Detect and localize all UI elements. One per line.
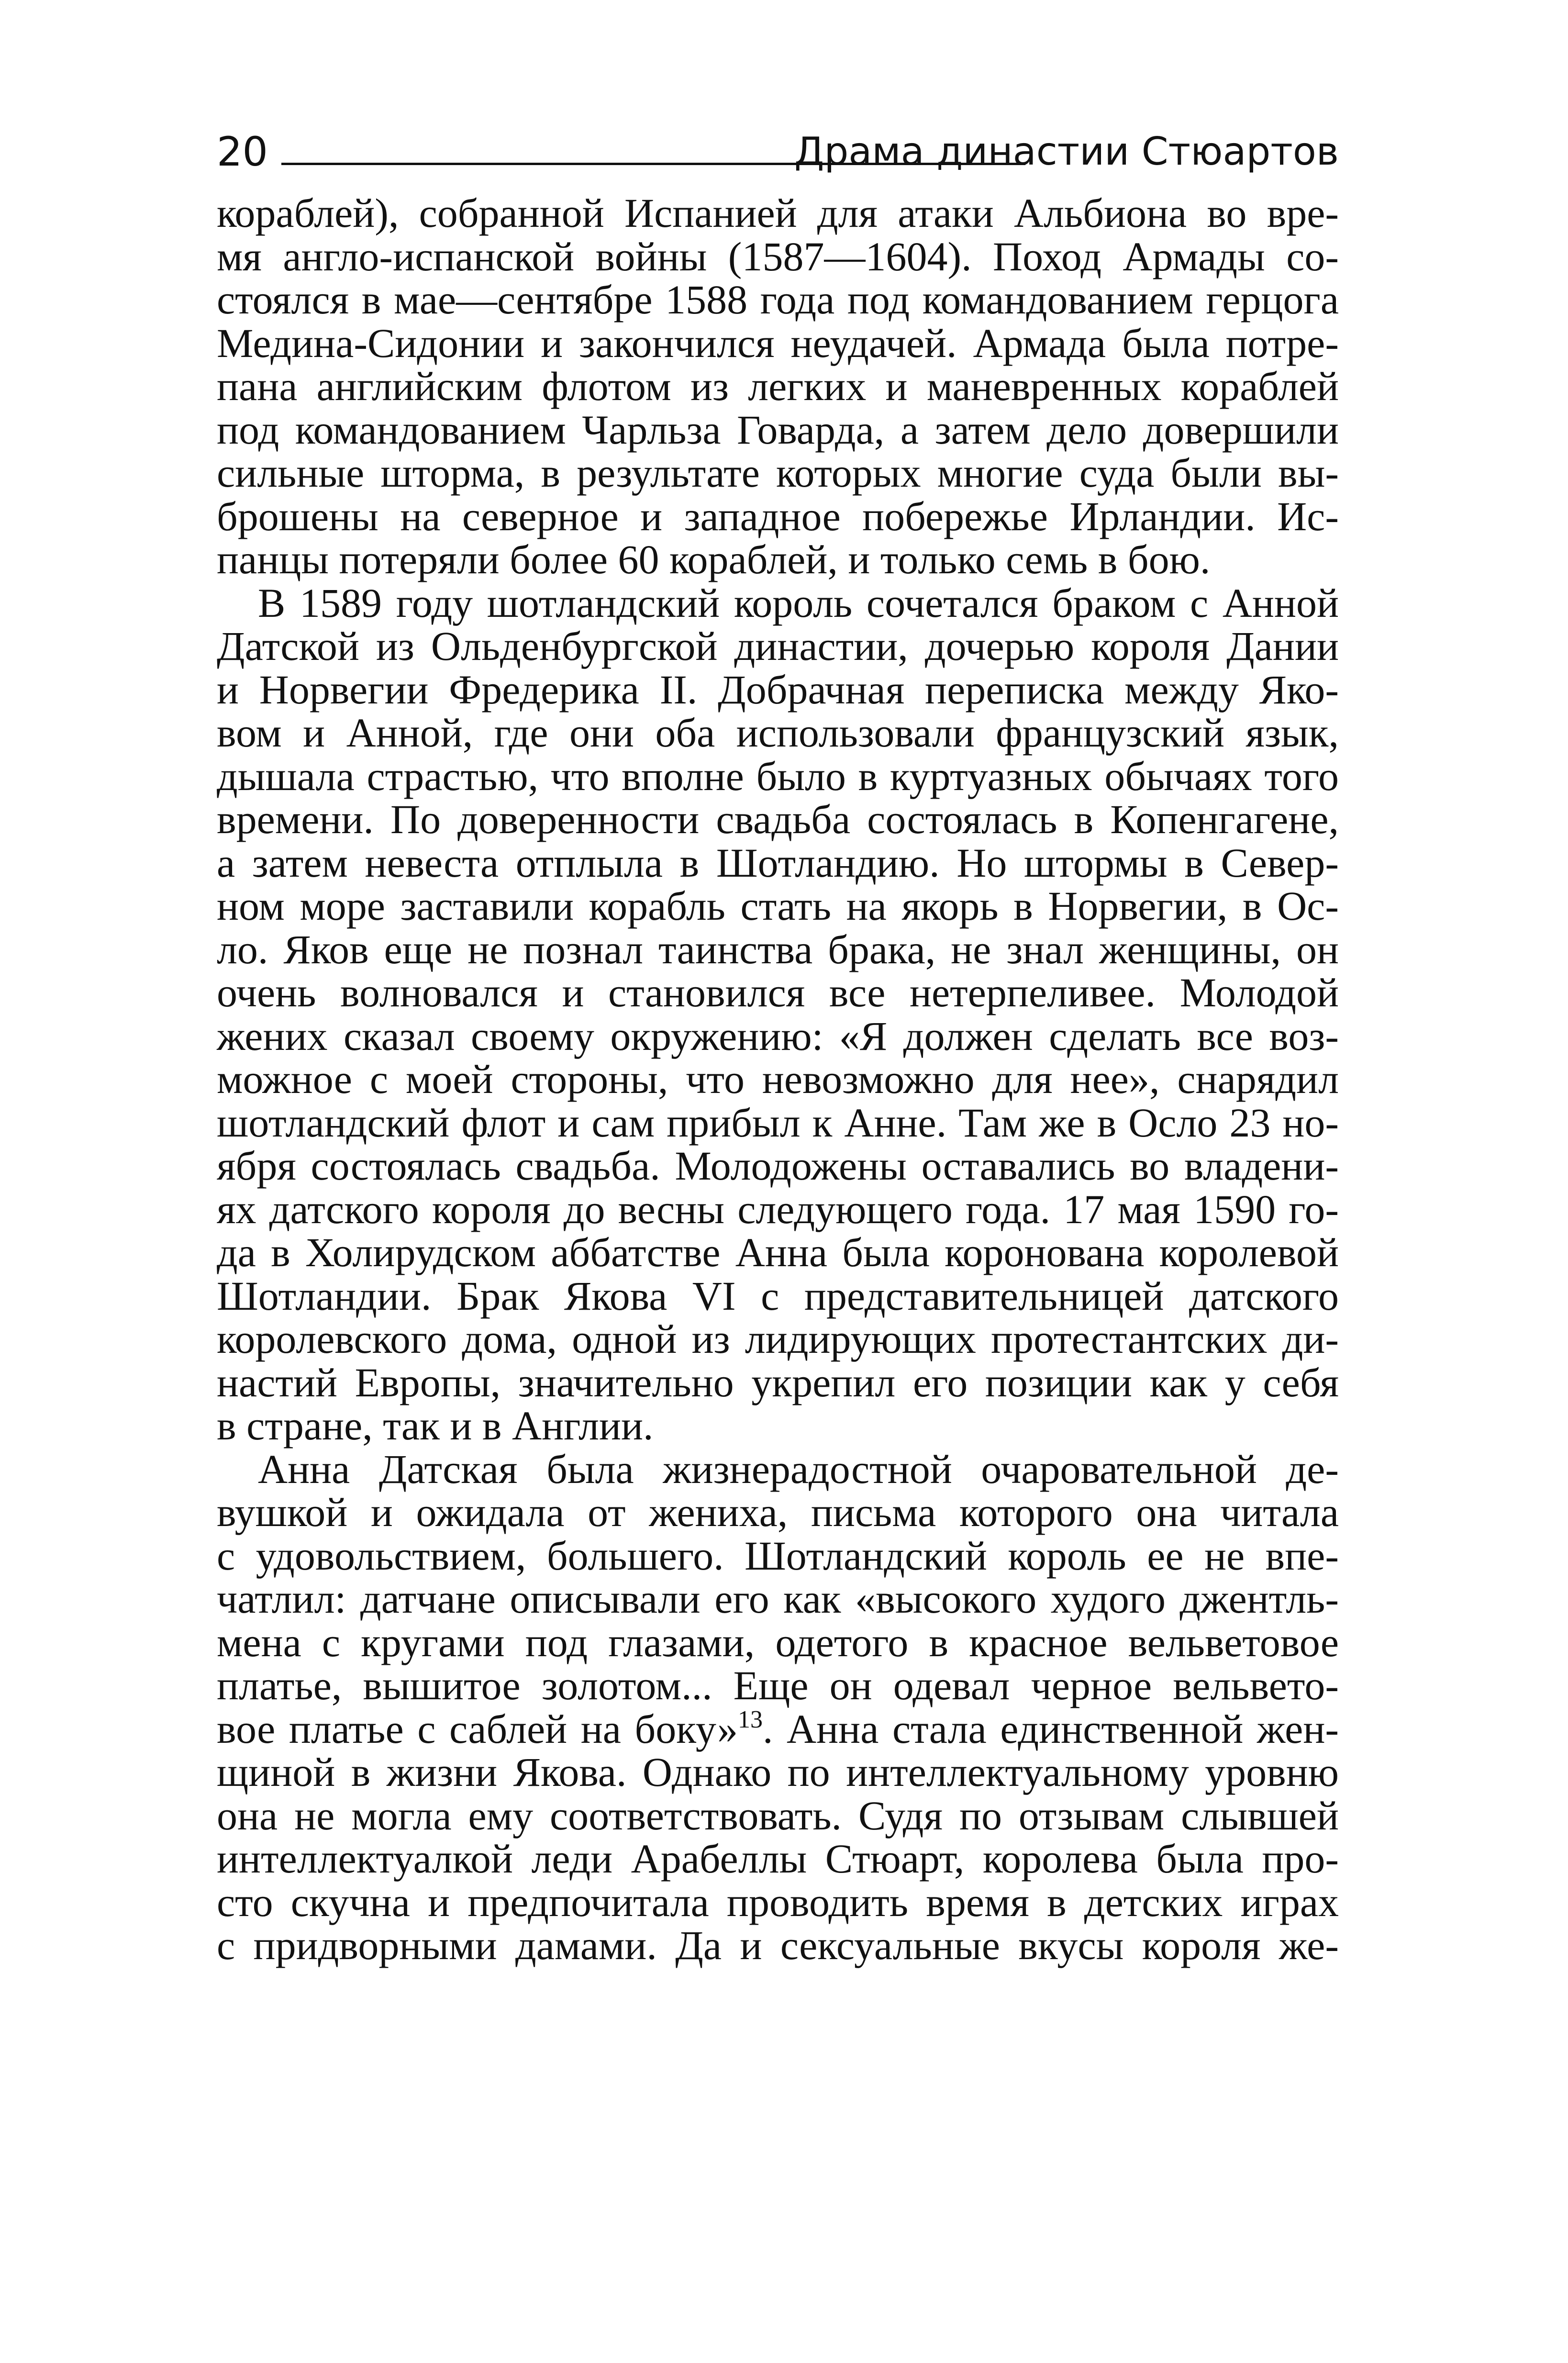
text-line: дышала страстью, что вполне было в куртуазных обычаях того [217,753,1339,799]
text-line: сильные шторма, в результате которых многие суда были вы- [217,450,1339,496]
text-line: ло. Яков еще не познал таинства брака, не знал женщины, он [217,926,1339,972]
text-segment: вое платье с саблей на боку» [217,1705,738,1752]
text-line: можное с моей стороны, что невозможно для нее», снарядил [217,1056,1339,1102]
body-text [217,191,1339,1967]
text-line: Шотландии. Брак Якова VI с представительницей датского [217,1272,1339,1319]
text-line: с удовольствием, большего. Шотландский король ее не впе- [217,1532,1339,1579]
page-number: 20 [217,128,268,175]
text-line: в стране, так и в Англии. [217,1403,654,1449]
text-line: сто скучна и предпочитала проводить время в детских играх [217,1879,1339,1925]
text-line: Датской из Ольденбургской династии, дочерью короля Дании [217,623,1339,669]
text-segment: . Анна стала единственной жен- [762,1705,1339,1752]
text-line: мя англо-испанской войны (1587—1604). Поход Армады со- [217,233,1339,279]
text-line: жених сказал своему окружению: «Я должен сделать все воз- [217,1013,1339,1059]
running-title: Драма династии Стюартов [794,129,1339,174]
text-line: пана английским флотом из легких и маневренных кораблей [217,363,1339,409]
text-line: очень волновался и становился все нетерпеливее. Молодой [217,970,1339,1015]
text-line: щиной в жизни Якова. Однако по интеллектуальному уровню [217,1749,1339,1795]
text-line: кораблей), собранной Испанией для атаки Альбиона во вре- [217,190,1339,236]
text-line: Медина-Сидонии и закончился неудачей. Армада была потре- [217,320,1339,366]
text-line: времени. По доверенности свадьба состоялась в Копенгагене, [217,796,1339,842]
text-line: чатлил: датчане описывали его как «высокого худого джентль- [217,1576,1339,1622]
text-line: Анна Датская была жизнерадостной очаровательной де- [258,1446,1339,1492]
text-line: интеллектуалкой леди Арабеллы Стюарт, королева была про- [217,1836,1339,1882]
text-line: королевского дома, одной из лидирующих протестантских ди- [217,1316,1339,1362]
text-line: вом и Анной, где они оба использовали французский язык, [217,710,1339,756]
text-line: а затем невеста отплыла в Шотландию. Но штормы в Север- [217,839,1339,886]
text-line: шотландский флот и сам прибыл к Анне. Там же в Осло 23 но- [217,1099,1339,1146]
text-line: мена с кругами под глазами, одетого в красное вельветовое [217,1619,1339,1665]
text-line: ября состоялась свадьба. Молодожены оставались во владени- [217,1143,1339,1189]
text-line: с придворными дамами. Да и сексуальные вкусы короля же- [217,1922,1339,1968]
text-line: платье, вышитое золотом... Еще он одевал черное вельвето- [217,1662,1339,1708]
text-line: настий Европы, значительно укрепил его позиции как у себя [217,1359,1339,1405]
text-line-with-footnote [217,1707,1339,1751]
text-line: вушкой и ожидала от жениха, письма которого она читала [217,1489,1339,1535]
text-line: и Норвегии Фредерика II. Добрачная переписка между Яко- [217,666,1339,713]
text-line: В 1589 году шотландский король сочетался браком с Анной [258,580,1339,626]
text-line: она не могла ему соответствовать. Судя по отзывам слывшей [217,1792,1339,1839]
text-line: панцы потеряли более 60 кораблей, и только семь в бою. [217,536,1211,582]
text-line: ном море заставили корабль стать на якорь в Норвегии, в Ос- [217,883,1339,929]
text-line: под командованием Чарльза Говарда, а затем дело довершили [217,406,1339,453]
footnote-ref[interactable]: 13 [737,1705,763,1733]
text-line: ях датского короля до весны следующего года. 17 мая 1590 го- [217,1186,1339,1232]
text-line: да в Холирудском аббатстве Анна была коронована королевой [217,1229,1339,1275]
text-line: стоялся в мае—сентябре 1588 года под командованием герцога [217,277,1339,323]
text-line: брошены на северное и западное побережье Ирландии. Ис- [217,493,1339,539]
running-head [217,125,1339,178]
